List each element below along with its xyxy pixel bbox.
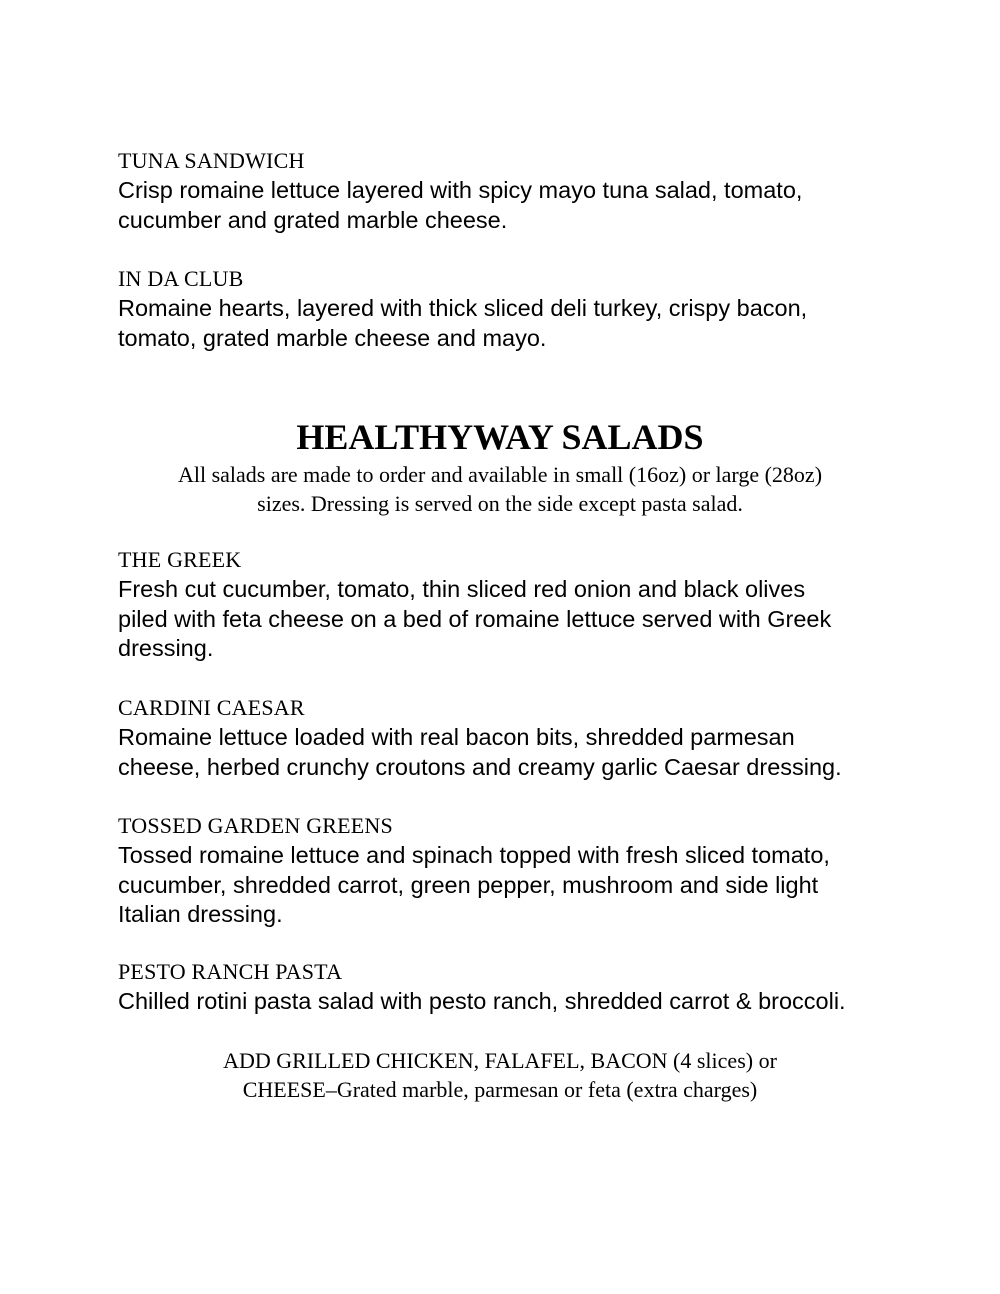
- section-intro: [120, 460, 880, 518]
- description-line: dressing.: [118, 635, 214, 661]
- description-line: Romaine hearts, layered with thick sliced deli turkey, crispy bacon,: [118, 295, 808, 321]
- description-line: Tossed romaine lettuce and spinach topped with fresh sliced tomato,: [118, 842, 830, 868]
- description-line: Romaine lettuce loaded with real bacon bits, shredded parmesan: [118, 724, 795, 750]
- addons-line: CHEESE–Grated marble, parmesan or feta (extra charges): [242, 1077, 758, 1102]
- addons-note: [120, 1046, 880, 1104]
- section-title: HEALTHYWAY SALADS: [296, 417, 704, 457]
- description-line: Italian dressing.: [118, 901, 283, 927]
- description-line: tomato, grated marble cheese and mayo.: [118, 324, 547, 351]
- menu-item-description: [118, 575, 898, 664]
- menu-item-name: THE GREEK: [118, 547, 242, 572]
- description-line: Chilled rotini pasta salad with pesto ranch, shredded carrot & broccoli.: [118, 988, 846, 1014]
- description-line: cucumber and grated marble cheese.: [118, 206, 508, 233]
- menu-item-the-greek: [118, 547, 898, 664]
- addons-line: ADD GRILLED CHICKEN, FALAFEL, BACON (4 slices) or: [223, 1048, 777, 1073]
- menu-item-name: IN DA CLUB: [118, 266, 244, 291]
- description-line: Crisp romaine lettuce layered with spicy mayo tuna salad, tomato,: [118, 177, 803, 203]
- menu-item-tossed-garden-greens: [118, 813, 898, 930]
- intro-line: All salads are made to order and available in small (16oz) or large (28oz): [177, 462, 823, 487]
- menu-item-name: TUNA SANDWICH: [118, 148, 305, 173]
- menu-item-tuna-sandwich: [118, 148, 898, 235]
- menu-item-cardini-caesar: [118, 695, 898, 782]
- menu-item-in-da-club: [118, 266, 898, 353]
- menu-item-pesto-ranch-pasta: [118, 959, 898, 1017]
- description-line: Fresh cut cucumber, tomato, thin sliced red onion and black olives: [118, 576, 806, 602]
- menu-item-description: [118, 987, 898, 1017]
- menu-item-name: CARDINI CAESAR: [118, 695, 305, 720]
- menu-item-name: PESTO RANCH PASTA: [118, 959, 343, 984]
- description-line: cheese, herbed crunchy croutons and creamy garlic Caesar dressing.: [118, 753, 842, 780]
- menu-item-description: [118, 841, 898, 930]
- menu-item-description: [118, 294, 898, 353]
- description-line: piled with feta cheese on a bed of romaine lettuce served with Greek: [118, 605, 832, 632]
- menu-item-name: TOSSED GARDEN GREENS: [118, 813, 393, 838]
- intro-line: sizes. Dressing is served on the side except pasta salad.: [257, 491, 743, 516]
- menu-item-description: [118, 723, 898, 782]
- menu-item-description: [118, 176, 898, 235]
- description-line: cucumber, shredded carrot, green pepper, mushroom and side light: [118, 871, 819, 898]
